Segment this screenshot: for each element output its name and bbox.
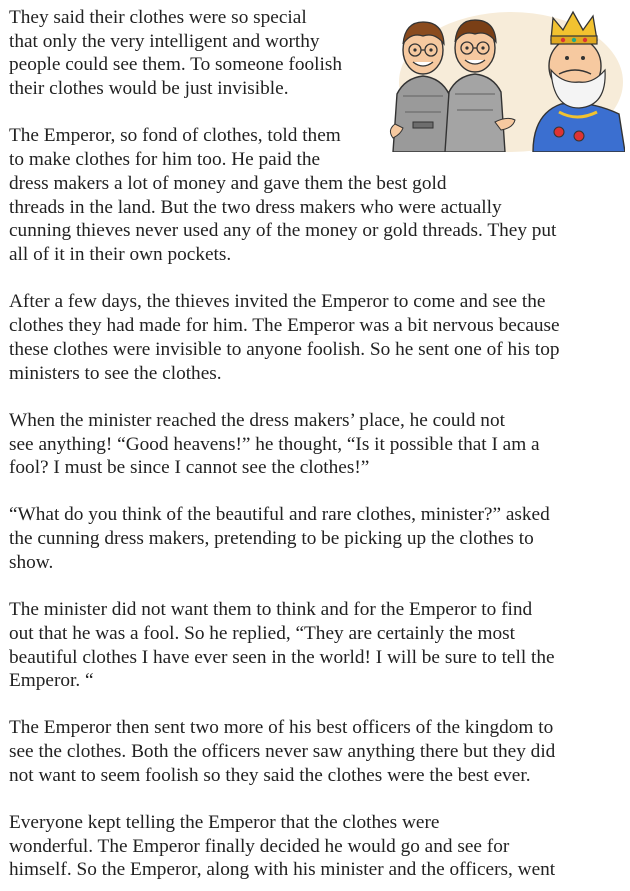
text-line: these clothes were invisible to anyone foolish. So he sent one of his top: [9, 339, 560, 360]
text-line: see anything! “Good heavens!” he thought, “Is it possible that I am a: [9, 434, 540, 455]
text-line: see the clothes. Both the officers never saw anything there but they did: [9, 741, 556, 762]
text-line: dress makers a lot of money and gave them the best gold: [9, 173, 447, 194]
text-line: ministers to see the clothes.: [9, 363, 222, 384]
text-line: cunning thieves never used any of the money or gold threads. They put: [9, 220, 557, 241]
text-line: threads in the land. But the two dress makers who were actually: [9, 197, 502, 218]
text-line: Emperor. “: [9, 670, 94, 691]
text-line: himself. So the Emperor, along with his minister and the officers, went: [9, 859, 556, 880]
text-line: The minister did not want them to think and for the Emperor to find: [9, 599, 533, 620]
text-line: wonderful. The Emperor finally decided he would go and see for: [9, 836, 510, 857]
text-line: The Emperor then sent two more of his best officers of the kingdom to: [9, 717, 554, 738]
text-line: They said their clothes were so special: [9, 7, 307, 28]
text-line: fool? I must be since I cannot see the clothes!”: [9, 457, 370, 478]
emperor-and-dress-makers-illustration: [383, 4, 625, 152]
text-line: “What do you think of the beautiful and rare clothes, minister?” asked: [9, 504, 550, 525]
text-line: people could see them. To someone foolish: [9, 54, 342, 75]
text-line: When the minister reached the dress makers’ place, he could not: [9, 410, 505, 431]
text-line: beautiful clothes I have ever seen in the world! I will be sure to tell the: [9, 647, 555, 668]
text-line: to make clothes for him too. He paid the: [9, 149, 321, 170]
text-line: clothes they had made for him. The Emperor was a bit nervous because: [9, 315, 560, 336]
text-line: Everyone kept telling the Emperor that the clothes were: [9, 812, 440, 833]
text-line: not want to seem foolish so they said the clothes were the best ever.: [9, 765, 531, 786]
text-line: all of it in their own pockets.: [9, 244, 232, 265]
text-line: After a few days, the thieves invited the Emperor to come and see the: [9, 291, 546, 312]
text-line: show.: [9, 552, 54, 573]
text-line: that only the very intelligent and worthy: [9, 31, 320, 52]
text-line: out that he was a fool. So he replied, “They are certainly the most: [9, 623, 515, 644]
text-line: the cunning dress makers, pretending to be picking up the clothes to: [9, 528, 534, 549]
text-line: their clothes would be just invisible.: [9, 78, 289, 99]
text-line: The Emperor, so fond of clothes, told them: [9, 125, 341, 146]
